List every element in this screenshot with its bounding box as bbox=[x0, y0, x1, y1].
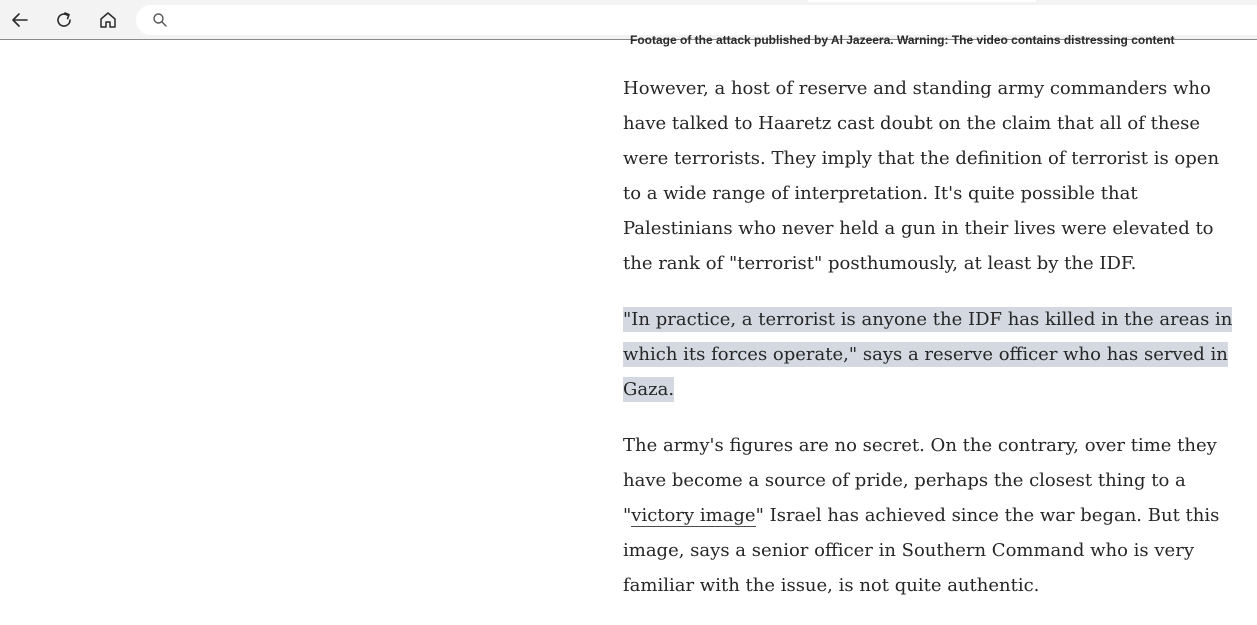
home-button[interactable] bbox=[94, 6, 122, 34]
reload-button[interactable] bbox=[50, 6, 78, 34]
refresh-icon bbox=[54, 10, 74, 30]
paragraph-text: " Israel has achieved since the war began. But this image, says a senior officer in Southern Command who is very familiar with the issue, is not quite authentic. bbox=[623, 505, 1220, 596]
active-tab-indicator bbox=[808, 0, 1036, 2]
arrow-left-icon bbox=[10, 10, 30, 30]
article-body bbox=[623, 71, 1233, 624]
video-caption: Footage of the attack published by Al Jazeera. Warning: The video contains distressing content bbox=[630, 33, 1175, 47]
article-paragraph bbox=[623, 71, 1233, 281]
back-button[interactable] bbox=[6, 6, 34, 34]
paragraph-text: The army's figures are no secret. On the contrary, over time they have become a source of pride, perhaps the closest thing to a " bbox=[623, 435, 1217, 526]
address-bar[interactable] bbox=[136, 5, 1257, 35]
search-icon bbox=[152, 12, 168, 28]
home-icon bbox=[98, 10, 118, 30]
victory-image-link[interactable]: victory image bbox=[631, 505, 756, 526]
article-paragraph bbox=[623, 428, 1233, 603]
address-input[interactable] bbox=[176, 9, 1240, 33]
paragraph-text: However, a host of reserve and standing army commanders who have talked to Haaretz cast doubt on the claim that all of these were terrorists. They imply that the definition of terrorist is open to a wide range of interpretation. It's quite possible that Palestinians who never held a gun in their lives were elevated to the rank of "terrorist" posthumously, at least by the IDF. bbox=[623, 78, 1220, 274]
page-content bbox=[0, 33, 1257, 625]
selected-text: "In practice, a terrorist is anyone the IDF has killed in the areas in which its forces operate," says a reserve officer who has served in Gaza. bbox=[623, 309, 1233, 400]
article-paragraph-highlighted bbox=[623, 302, 1233, 407]
